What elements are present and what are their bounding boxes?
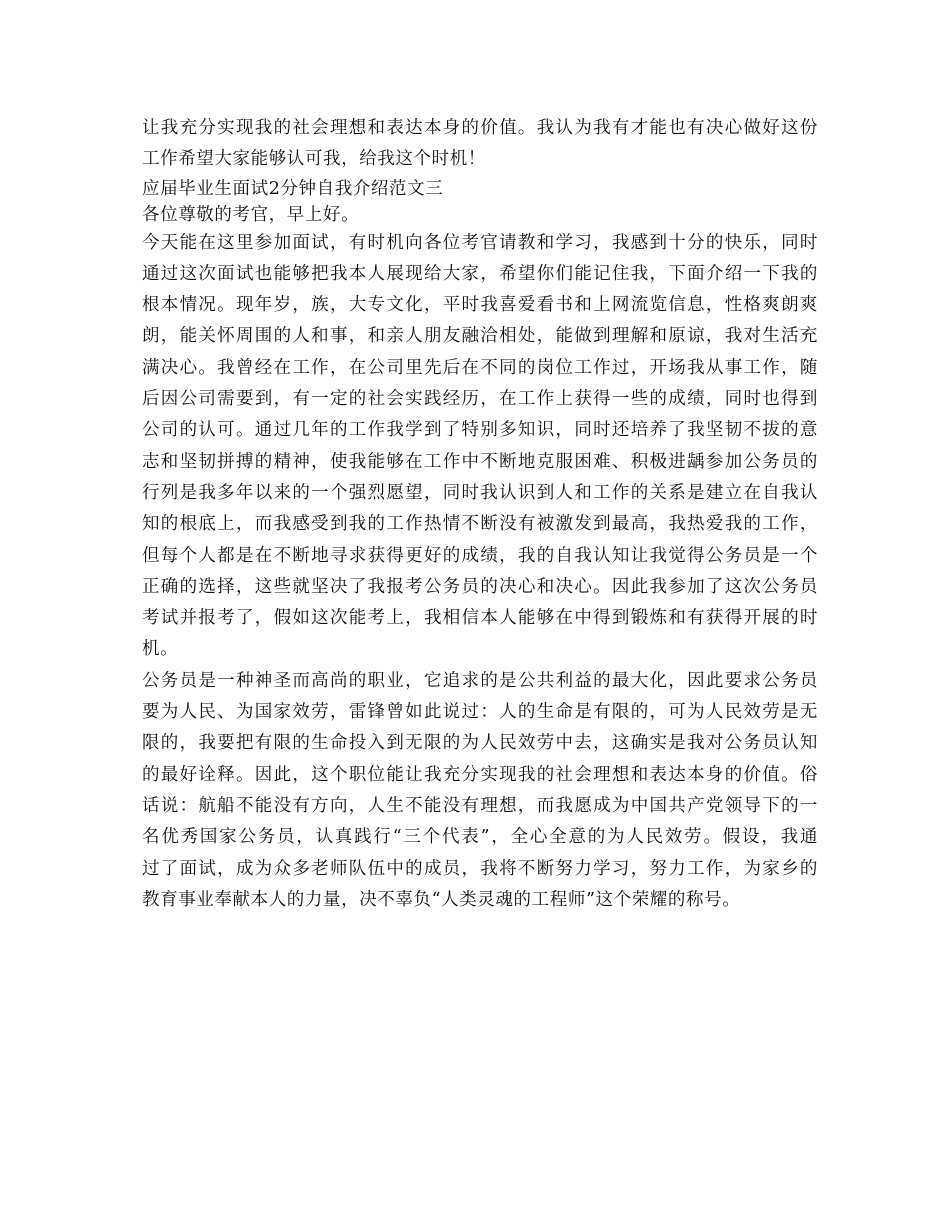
paragraph-body-2 [142, 666, 818, 916]
text-line: 通过这次面试也能够把我本人展现给大家，希望你们能记住我，下面介绍一下我的 [142, 263, 818, 284]
text-line: 机。 [142, 639, 179, 660]
text-line: 知的根底上，而我感受到我的工作热情不断没有被激发到最高，我热爱我的工作， [142, 514, 818, 535]
text-line: 公司的认可。通过几年的工作我学到了特别多知识，同时还培养了我坚韧不拔的意 [142, 420, 818, 441]
text-line: 过了面试，成为众多老师队伍中的成员，我将不断努力学习，努力工作，为家乡的 [142, 858, 818, 879]
text-line: 教育事业奉献本人的力量，决不辜负“人类灵魂的工程师”这个荣耀的称号。 [142, 889, 741, 910]
text-line: 要为人民、为国家效劳，雷锋曾如此说过：人的生命是有限的，可为人民效劳是无 [142, 702, 818, 723]
text-line: 朗，能关怀周围的人和事，和亲人朋友融洽相处，能做到理解和原谅，我对生活充 [142, 326, 818, 347]
greeting-line [142, 202, 818, 228]
paragraph-body-1 [142, 228, 818, 666]
text-line: 限的，我要把有限的生命投入到无限的为人民效劳中去，这确实是我对公务员认知 [142, 733, 818, 754]
text-line: 让我充分实现我的社会理想和表达本身的价值。我认为我有才能也有决心做好这份 [142, 118, 818, 138]
text-line: 满决心。我曾经在工作，在公司里先后在不同的岗位工作过，开场我从事工作，随 [142, 357, 818, 378]
text-line: 正确的选择，这些就坚决了我报考公务员的决心和决心。因此我参加了这次公务员 [142, 576, 818, 597]
text-line: 志和坚韧拼搏的精神，使我能够在工作中不断地克服困难、积极进龋参加公务员的 [142, 451, 818, 472]
text-line: 根本情况。现年岁，族，大专文化，平时我喜爱看书和上网流览信息，性格爽朗爽 [142, 295, 818, 316]
text-line: 话说：航船不能没有方向，人生不能没有理想，而我愿成为中国共产党领导下的一 [142, 795, 818, 816]
section-heading [142, 176, 818, 202]
heading-text: 应届毕业生面试2分钟自我介绍范文三 [142, 178, 444, 199]
text-line: 但每个人都是在不断地寻求获得更好的成绩，我的自我认知让我觉得公务员是一个 [142, 545, 818, 566]
paragraph-continuation [142, 113, 818, 176]
text-line: 后因公司需要到，有一定的社会实践经历，在工作上获得一些的成绩，同时也得到 [142, 389, 818, 410]
text-line: 的最好诠释。因此，这个职位能让我充分实现我的社会理想和表达本身的价值。俗 [142, 764, 818, 785]
text-line: 今天能在这里参加面试，有时机向各位考官请教和学习，我感到十分的快乐，同时 [142, 232, 818, 253]
text-line: 公务员是一种神圣而高尚的职业，它追求的是公共利益的最大化，因此要求公务员 [142, 670, 818, 691]
text-line: 名优秀国家公务员，认真践行“三个代表”，全心全意的为人民效劳。假设，我通 [142, 827, 818, 848]
text-line: 考试并报考了，假如这次能考上，我相信本人能够在中得到锻炼和有获得开展的时 [142, 608, 818, 629]
document-body [142, 113, 818, 916]
text-line: 行列是我多年以来的一个强烈愿望，同时我认识到人和工作的关系是建立在自我认 [142, 482, 818, 503]
text-line: 工作希望大家能够认可我，给我这个时机！ [142, 149, 486, 170]
text-line: 各位尊敬的考官，早上好。 [142, 204, 360, 225]
